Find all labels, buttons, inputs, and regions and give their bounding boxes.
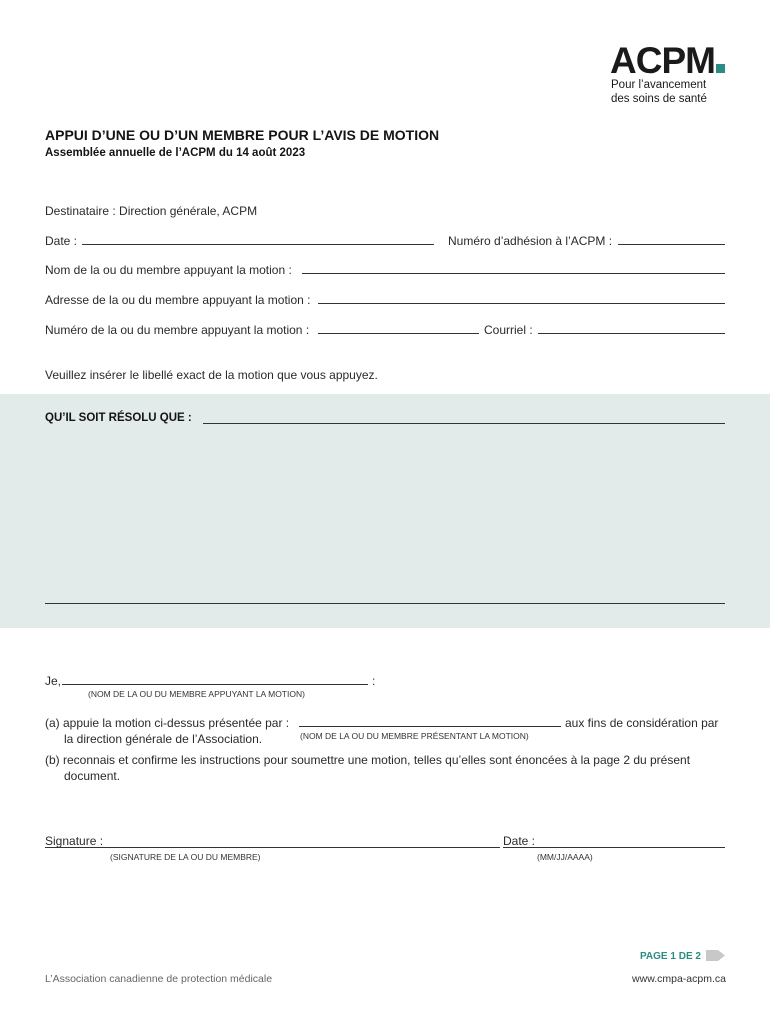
supporter-address-label: Adresse de la ou du membre appuyant la motion :: [45, 293, 311, 307]
supporter-phone-field[interactable]: [318, 321, 479, 334]
logo-tagline: [611, 78, 707, 106]
resolved-first-line[interactable]: [203, 411, 725, 424]
signature-label: Signature :: [45, 834, 104, 848]
email-field[interactable]: [538, 321, 725, 334]
supporter-phone-label: Numéro de la ou du membre appuyant la motion :: [45, 323, 310, 337]
instruction-text: Veuillez insérer le libellé exact de la motion que vous appuyez.: [45, 368, 378, 382]
signature-caption: (SIGNATURE DE LA OU DU MEMBRE): [110, 852, 261, 862]
logo-square-mark: [716, 64, 725, 73]
supporter-name-declaration-field[interactable]: [62, 672, 368, 685]
supporter-name-label: Nom de la ou du membre appuyant la motion :: [45, 263, 292, 277]
supporter-address-field[interactable]: [318, 291, 725, 304]
clause-a-text: (a) appuie la motion ci-dessus présentée par :: [45, 716, 290, 730]
footer-website[interactable]: www.cmpa-acpm.ca: [632, 973, 726, 985]
clause-a-text-line-2: la direction générale de l’Association.: [64, 732, 263, 746]
email-label: Courriel :: [484, 323, 533, 337]
resolved-last-line[interactable]: [45, 591, 725, 604]
je-colon: :: [372, 674, 376, 688]
signature-date-label: Date :: [503, 834, 536, 848]
page-number: PAGE 1 DE 2: [640, 951, 701, 962]
membership-number-label: Numéro d’adhésion à l’ACPM :: [448, 234, 613, 248]
signature-date-caption: (MM/JJ/AAAA): [537, 852, 593, 862]
footer-organization: L’Association canadienne de protection médicale: [45, 973, 273, 985]
recipient-text: Destinataire : Direction générale, ACPM: [45, 204, 258, 218]
clause-a-caption: (NOM DE LA OU DU MEMBRE PRÉSENTANT LA MOTION): [300, 731, 529, 741]
next-page-arrow-icon: [706, 949, 726, 962]
je-caption: (NOM DE LA OU DU MEMBRE APPUYANT LA MOTION): [88, 689, 305, 699]
signature-field[interactable]: [45, 834, 500, 848]
je-label: Je,: [45, 674, 62, 688]
acpm-logo: ACPM: [610, 40, 715, 81]
logo-tagline-line-1: Pour l’avancement: [611, 79, 707, 91]
supporter-name-field[interactable]: [302, 261, 725, 274]
resolved-label: QU’IL SOIT RÉSOLU QUE :: [45, 412, 192, 424]
clause-b-text-line-2: document.: [64, 769, 121, 783]
membership-number-field[interactable]: [618, 232, 725, 245]
clause-a-text-end: aux fins de considération par: [565, 716, 719, 730]
signature-date-field[interactable]: [503, 834, 725, 848]
form-subtitle: Assemblée annuelle de l’ACPM du 14 août 2023: [45, 147, 306, 159]
date-label: Date :: [45, 234, 78, 248]
date-field[interactable]: [82, 232, 434, 245]
form-title: APPUI D’UNE OU D’UN MEMBRE POUR L’AVIS DE MOTION: [45, 127, 440, 143]
logo-tagline-line-2: des soins de santé: [611, 93, 707, 105]
presenter-name-field[interactable]: [299, 714, 561, 727]
clause-b-text: (b) reconnais et confirme les instructions pour soumettre une motion, telles qu’elles sont énoncées à la page 2 du présent: [45, 753, 691, 767]
